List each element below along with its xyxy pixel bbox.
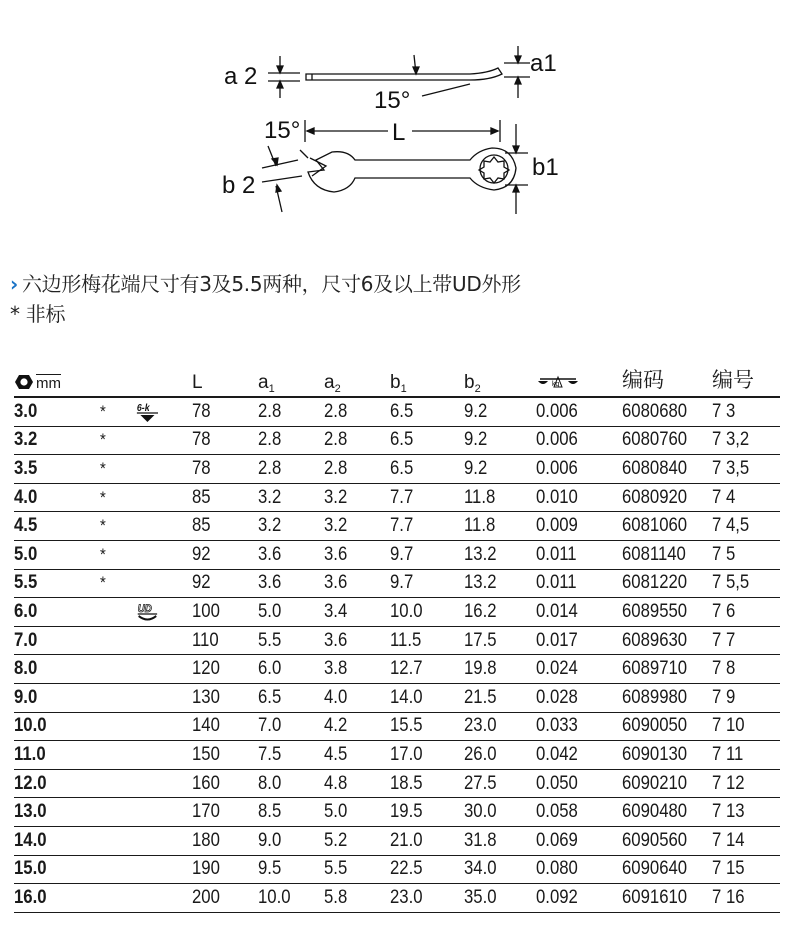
- cell-a1: 8.0: [258, 769, 316, 798]
- header-b1-sub: 1: [400, 383, 407, 395]
- cell-a1: 3.2: [258, 483, 316, 512]
- cell-a1: 7.5: [258, 741, 316, 770]
- cell-b1: 11.5: [390, 626, 455, 655]
- cell-mark: [136, 826, 185, 855]
- cell-b2: 13.2: [464, 569, 527, 598]
- cell-size: 5.0: [14, 540, 90, 569]
- cell-star: *: [100, 455, 132, 484]
- cell-mark: [136, 483, 185, 512]
- cell-b2: 30.0: [464, 798, 527, 827]
- cell-no: 7 13: [712, 798, 772, 827]
- cell-star: [100, 798, 132, 827]
- cell-L: 190: [192, 855, 250, 884]
- header-b2-sub: 2: [474, 383, 481, 395]
- ud-label: UD: [137, 603, 152, 616]
- table-row: [14, 798, 780, 827]
- cell-kg: 0.050: [536, 769, 612, 798]
- cell-a2: 2.8: [324, 455, 382, 484]
- cell-mark: [136, 512, 185, 541]
- cell-a2: 4.5: [324, 741, 382, 770]
- cell-L: 78: [192, 455, 250, 484]
- cell-a1: 6.0: [258, 655, 316, 684]
- size-unit: $\overline{mm}$: [36, 375, 61, 392]
- cell-no: 7 7: [712, 626, 772, 655]
- cell-L: 120: [192, 655, 250, 684]
- cell-size: 5.5: [14, 569, 90, 598]
- header-L: L: [192, 372, 203, 393]
- cell-L: 78: [192, 426, 250, 455]
- cell-b2: 19.8: [464, 655, 527, 684]
- cell-no: 7 15: [712, 855, 772, 884]
- cell-size: 13.0: [14, 798, 90, 827]
- cell-b1: 18.5: [390, 769, 455, 798]
- cell-a2: 3.2: [324, 512, 382, 541]
- cell-star: [100, 884, 132, 913]
- cell-b1: 6.5: [390, 455, 455, 484]
- col-number: [712, 364, 780, 397]
- cell-no: 7 14: [712, 826, 772, 855]
- cell-mark: [136, 569, 185, 598]
- cell-no: 7 9: [712, 683, 772, 712]
- table-row: [14, 884, 780, 913]
- header-a2-letter: a: [324, 372, 335, 393]
- cell-code: 6081220: [622, 569, 701, 598]
- col-a1: [258, 364, 324, 397]
- cell-code: 6080680: [622, 397, 701, 426]
- cell-a2: 3.6: [324, 626, 382, 655]
- table-row: [14, 769, 780, 798]
- cell-no: 7 5: [712, 540, 772, 569]
- cell-a1: 2.8: [258, 397, 316, 426]
- scale-weight-icon: [536, 373, 580, 391]
- cell-mark: [136, 884, 185, 913]
- cell-b1: 6.5: [390, 426, 455, 455]
- table-body: [14, 397, 780, 912]
- cell-no: 7 6: [712, 598, 772, 627]
- spec-table: [14, 364, 780, 913]
- cell-mark: [136, 455, 185, 484]
- cell-b1: 9.7: [390, 540, 455, 569]
- label-b1: b1: [532, 154, 559, 181]
- table-row: [14, 540, 780, 569]
- cell-kg: 0.011: [536, 540, 612, 569]
- table-row: [14, 826, 780, 855]
- cell-a2: 5.2: [324, 826, 382, 855]
- note-hex-ring: [10, 272, 521, 296]
- cell-code: 6080760: [622, 426, 701, 455]
- cell-code: 6090050: [622, 712, 701, 741]
- cell-mark: [136, 741, 185, 770]
- cell-a2: 2.8: [324, 426, 382, 455]
- cell-L: 160: [192, 769, 250, 798]
- cell-a1: 10.0: [258, 884, 316, 913]
- cell-b2: 31.8: [464, 826, 527, 855]
- cell-L: 78: [192, 397, 250, 426]
- cell-a1: 9.5: [258, 855, 316, 884]
- cell-L: 85: [192, 483, 250, 512]
- table-row: [14, 397, 780, 426]
- cell-L: 92: [192, 540, 250, 569]
- table-row: [14, 712, 780, 741]
- header-a2-sub: 2: [334, 383, 341, 395]
- cell-mark: [136, 426, 185, 455]
- cell-b1: 22.5: [390, 855, 455, 884]
- cell-b1: 21.0: [390, 826, 455, 855]
- cell-code: 6089710: [622, 655, 701, 684]
- cell-a1: 5.5: [258, 626, 316, 655]
- cell-code: 6090210: [622, 769, 701, 798]
- col-b2: [464, 364, 536, 397]
- cell-size: 16.0: [14, 884, 90, 913]
- cell-b1: 9.7: [390, 569, 455, 598]
- cell-mark: [136, 855, 185, 884]
- cell-kg: 0.010: [536, 483, 612, 512]
- cell-kg: 0.058: [536, 798, 612, 827]
- cell-b2: 9.2: [464, 426, 527, 455]
- col-star: [100, 364, 136, 397]
- cell-kg: 0.028: [536, 683, 612, 712]
- col-size: [14, 364, 100, 397]
- cell-b2: 26.0: [464, 741, 527, 770]
- cell-kg: 0.042: [536, 741, 612, 770]
- col-code: [622, 364, 712, 397]
- cell-code: 6089550: [622, 598, 701, 627]
- cell-star: [100, 683, 132, 712]
- label-L: L: [392, 119, 406, 146]
- cell-L: 170: [192, 798, 250, 827]
- cell-b1: 14.0: [390, 683, 455, 712]
- cell-L: 140: [192, 712, 250, 741]
- header-code: 编码: [622, 368, 664, 392]
- cell-a2: 3.8: [324, 655, 382, 684]
- cell-kg: 0.092: [536, 884, 612, 913]
- cell-a1: 5.0: [258, 598, 316, 627]
- cell-code: 6081140: [622, 540, 701, 569]
- table-row: [14, 741, 780, 770]
- cell-a2: 3.6: [324, 569, 382, 598]
- label-a1: a1: [530, 50, 557, 77]
- table-row: [14, 626, 780, 655]
- cell-b1: 7.7: [390, 512, 455, 541]
- cell-size: 3.0: [14, 397, 90, 426]
- cell-size: 11.0: [14, 741, 90, 770]
- col-weight: [536, 364, 622, 397]
- table-row: [14, 569, 780, 598]
- cell-kg: 0.014: [536, 598, 612, 627]
- cell-a1: 6.5: [258, 683, 316, 712]
- cell-no: 7 10: [712, 712, 772, 741]
- cell-star: *: [100, 483, 132, 512]
- cell-star: *: [100, 512, 132, 541]
- cell-a2: 4.8: [324, 769, 382, 798]
- col-b1: [390, 364, 464, 397]
- cell-code: 6089630: [622, 626, 701, 655]
- cell-star: [100, 626, 132, 655]
- cell-mark: [136, 798, 185, 827]
- table-row: [14, 683, 780, 712]
- cell-size: 7.0: [14, 626, 90, 655]
- cell-star: [100, 855, 132, 884]
- cell-star: [100, 655, 132, 684]
- cell-a1: 8.5: [258, 798, 316, 827]
- cell-b2: 27.5: [464, 769, 527, 798]
- cell-no: 7 4,5: [712, 512, 772, 541]
- cell-code: 6090480: [622, 798, 701, 827]
- cell-no: 7 3,2: [712, 426, 772, 455]
- label-angle-top: 15°: [374, 87, 411, 114]
- cell-L: 130: [192, 683, 250, 712]
- cell-L: 92: [192, 569, 250, 598]
- cell-size: 3.5: [14, 455, 90, 484]
- cell-kg: 0.006: [536, 397, 612, 426]
- cell-b1: 6.5: [390, 397, 455, 426]
- weight-unit: kg: [552, 381, 560, 388]
- col-L: [192, 364, 258, 397]
- cell-a2: 5.5: [324, 855, 382, 884]
- wrench-side-view: [306, 68, 502, 80]
- cell-a2: 3.4: [324, 598, 382, 627]
- cell-star: [100, 712, 132, 741]
- cell-size: 6.0: [14, 598, 90, 627]
- cell-kg: 0.011: [536, 569, 612, 598]
- cell-L: 110: [192, 626, 250, 655]
- cell-b1: 23.0: [390, 884, 455, 913]
- cell-size: 9.0: [14, 683, 90, 712]
- cell-b1: 15.5: [390, 712, 455, 741]
- cell-code: 6090130: [622, 741, 701, 770]
- cell-size: 15.0: [14, 855, 90, 884]
- label-angle-left: 15°: [264, 117, 301, 144]
- header-b2-letter: b: [464, 372, 475, 393]
- cell-b1: 10.0: [390, 598, 455, 627]
- cell-b2: 11.8: [464, 483, 527, 512]
- cell-mark: [136, 655, 185, 684]
- cell-code: 6089980: [622, 683, 701, 712]
- cell-code: 6080920: [622, 483, 701, 512]
- cell-no: 7 3: [712, 397, 772, 426]
- cell-L: 100: [192, 598, 250, 627]
- cell-a2: 2.8: [324, 397, 382, 426]
- cell-L: 200: [192, 884, 250, 913]
- cell-size: 14.0: [14, 826, 90, 855]
- cell-size: 4.5: [14, 512, 90, 541]
- cell-a1: 7.0: [258, 712, 316, 741]
- cell-a2: 5.0: [324, 798, 382, 827]
- cell-size: 3.2: [14, 426, 90, 455]
- cell-L: 85: [192, 512, 250, 541]
- cell-code: 6090560: [622, 826, 701, 855]
- cell-b2: 13.2: [464, 540, 527, 569]
- cell-a2: 5.8: [324, 884, 382, 913]
- ud-mark-icon: [136, 601, 159, 623]
- cell-kg: 0.069: [536, 826, 612, 855]
- cell-b2: 23.0: [464, 712, 527, 741]
- col-a2: [324, 364, 390, 397]
- cell-no: 7 5,5: [712, 569, 772, 598]
- cell-b2: 21.5: [464, 683, 527, 712]
- cell-b2: 17.5: [464, 626, 527, 655]
- cell-star: *: [100, 540, 132, 569]
- wrench-dimension-diagram: [0, 0, 790, 240]
- note-non-standard: * 非标: [10, 302, 66, 326]
- cell-mark: [136, 712, 185, 741]
- six-k-label: 6-k: [136, 401, 150, 413]
- cell-code: 6080840: [622, 455, 701, 484]
- cell-size: 4.0: [14, 483, 90, 512]
- note-line-1: 六边形梅花端尺寸有3及5.5两种，尺寸6及以上带UD外形: [21, 272, 521, 296]
- cell-a2: 3.2: [324, 483, 382, 512]
- cell-b2: 16.2: [464, 598, 527, 627]
- cell-kg: 0.080: [536, 855, 612, 884]
- cell-size: 10.0: [14, 712, 90, 741]
- cell-kg: 0.006: [536, 426, 612, 455]
- wrench-top-view: [308, 148, 516, 192]
- cell-a1: 2.8: [258, 426, 316, 455]
- cell-size: 8.0: [14, 655, 90, 684]
- cell-mark: [136, 626, 185, 655]
- cell-kg: 0.017: [536, 626, 612, 655]
- cell-star: [100, 598, 132, 627]
- label-a2: a 2: [224, 63, 258, 90]
- chevron-right-icon: ›: [10, 272, 18, 296]
- cell-a1: 3.6: [258, 569, 316, 598]
- cell-no: 7 12: [712, 769, 772, 798]
- table-header-row: [14, 364, 780, 397]
- cell-L: 180: [192, 826, 250, 855]
- cell-kg: 0.009: [536, 512, 612, 541]
- cell-b1: 7.7: [390, 483, 455, 512]
- cell-a1: 9.0: [258, 826, 316, 855]
- cell-a2: 4.0: [324, 683, 382, 712]
- cell-b2: 11.8: [464, 512, 527, 541]
- cell-no: 7 3,5: [712, 455, 772, 484]
- cell-mark: [136, 397, 185, 426]
- cell-mark: [136, 769, 185, 798]
- table-row: [14, 512, 780, 541]
- cell-b2: 9.2: [464, 397, 527, 426]
- cell-mark: [136, 598, 185, 627]
- hex-nut-icon: [14, 374, 34, 390]
- cell-code: 6090640: [622, 855, 701, 884]
- cell-b2: 34.0: [464, 855, 527, 884]
- header-number: 编号: [712, 368, 754, 392]
- table-row: [14, 655, 780, 684]
- cell-size: 12.0: [14, 769, 90, 798]
- cell-star: *: [100, 569, 132, 598]
- six-k-mark-icon: [136, 401, 159, 423]
- cell-b1: 12.7: [390, 655, 455, 684]
- cell-b2: 9.2: [464, 455, 527, 484]
- cell-kg: 0.033: [536, 712, 612, 741]
- cell-b1: 17.0: [390, 741, 455, 770]
- table-row: [14, 483, 780, 512]
- cell-no: 7 4: [712, 483, 772, 512]
- cell-mark: [136, 683, 185, 712]
- cell-mark: [136, 540, 185, 569]
- cell-star: *: [100, 397, 132, 426]
- cell-kg: 0.006: [536, 455, 612, 484]
- col-mark: [136, 364, 192, 397]
- cell-star: [100, 769, 132, 798]
- cell-a1: 2.8: [258, 455, 316, 484]
- table-row: [14, 455, 780, 484]
- table-row: [14, 855, 780, 884]
- header-b1-letter: b: [390, 372, 401, 393]
- label-b2: b 2: [222, 172, 256, 199]
- cell-no: 7 8: [712, 655, 772, 684]
- cell-no: 7 16: [712, 884, 772, 913]
- cell-star: [100, 741, 132, 770]
- cell-b2: 35.0: [464, 884, 527, 913]
- cell-no: 7 11: [712, 741, 772, 770]
- cell-star: [100, 826, 132, 855]
- header-a1-sub: 1: [268, 383, 275, 395]
- cell-b1: 19.5: [390, 798, 455, 827]
- table-row: [14, 598, 780, 627]
- cell-a2: 3.6: [324, 540, 382, 569]
- cell-a2: 4.2: [324, 712, 382, 741]
- cell-code: 6091610: [622, 884, 701, 913]
- cell-a1: 3.2: [258, 512, 316, 541]
- table-row: [14, 426, 780, 455]
- cell-L: 150: [192, 741, 250, 770]
- header-a1-letter: a: [258, 372, 269, 393]
- cell-code: 6081060: [622, 512, 701, 541]
- cell-a1: 3.6: [258, 540, 316, 569]
- cell-star: *: [100, 426, 132, 455]
- cell-kg: 0.024: [536, 655, 612, 684]
